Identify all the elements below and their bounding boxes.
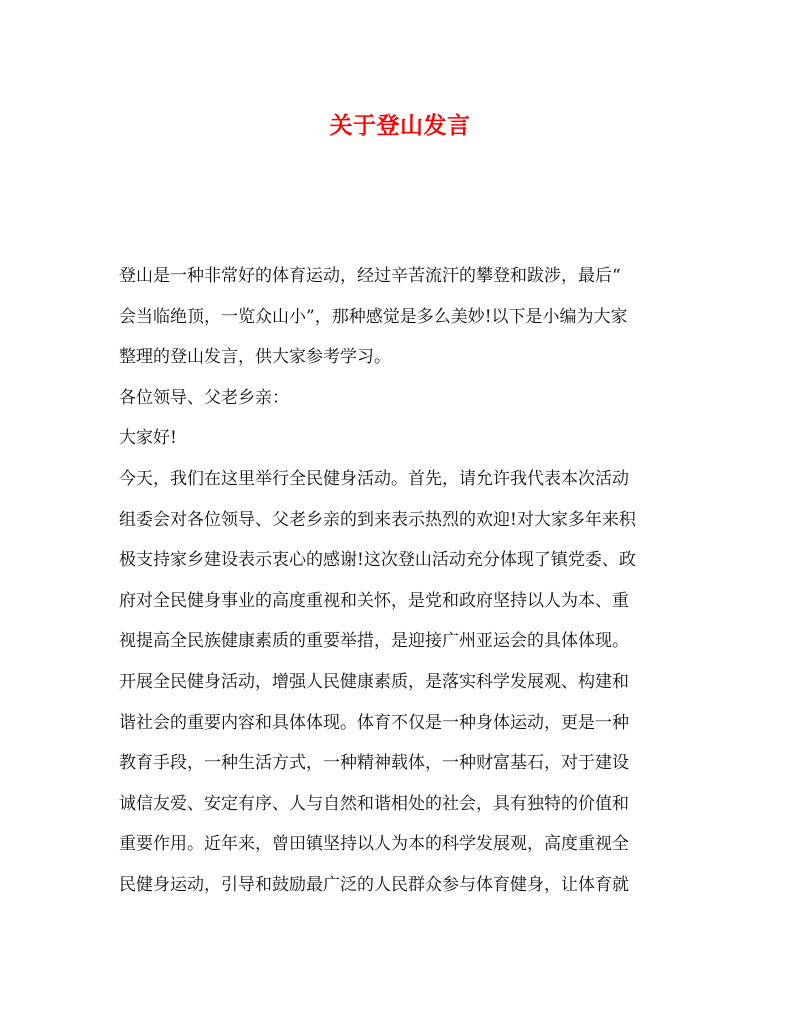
text-line: 民健身运动，引导和鼓励最广泛的人民群众参与体育健身，让体育就 — [119, 874, 629, 895]
text-line: 登山是一种非常好的体育运动，经过辛苦流汗的攀登和跋涉，最后“ — [119, 266, 621, 286]
text-line: 谐社会的重要内容和具体体现。体育不仅是一种身体运动，更是一种 — [119, 712, 629, 733]
text-line: 整理的登山发言，供大家参考学习。 — [119, 347, 391, 368]
text-line: 今天，我们在这里举行全民健身活动。首先，请允许我代表本次活动 — [119, 468, 629, 489]
document-title: 关于登山发言 — [329, 112, 471, 139]
text-line: 诚信友爱、安定有序、人与自然和谐相处的社会，具有独特的价值和 — [119, 793, 629, 814]
text-line: 视提高全民族健康素质的重要举措，是迎接广州亚运会的具体体现。 — [119, 631, 629, 652]
text-line: 重要作用。近年来，曾田镇坚持以人为本的科学发展观，高度重视全 — [119, 834, 629, 855]
salutation-line: 各位领导、父老乡亲： — [119, 387, 289, 408]
greeting-line: 大家好! — [119, 428, 177, 449]
text-line: 会当临绝顶，一览众山小”，那种感觉是多么美妙!以下是小编为大家 — [119, 306, 628, 327]
text-line: 组委会对各位领导、父老乡亲的到来表示热烈的欢迎!对大家多年来积 — [119, 509, 636, 530]
text-line: 极支持家乡建设表示衷心的感谢!这次登山活动充分体现了镇党委、政 — [119, 550, 636, 571]
text-line: 教育手段，一种生活方式，一种精神载体，一种财富基石，对于建设 — [119, 753, 629, 774]
text-line: 府对全民健身事业的高度重视和关怀，是党和政府坚持以人为本、重 — [119, 590, 629, 611]
document-body — [119, 256, 684, 906]
text-line: 开展全民健身活动，增强人民健康素质，是落实科学发展观、构建和 — [119, 671, 629, 692]
